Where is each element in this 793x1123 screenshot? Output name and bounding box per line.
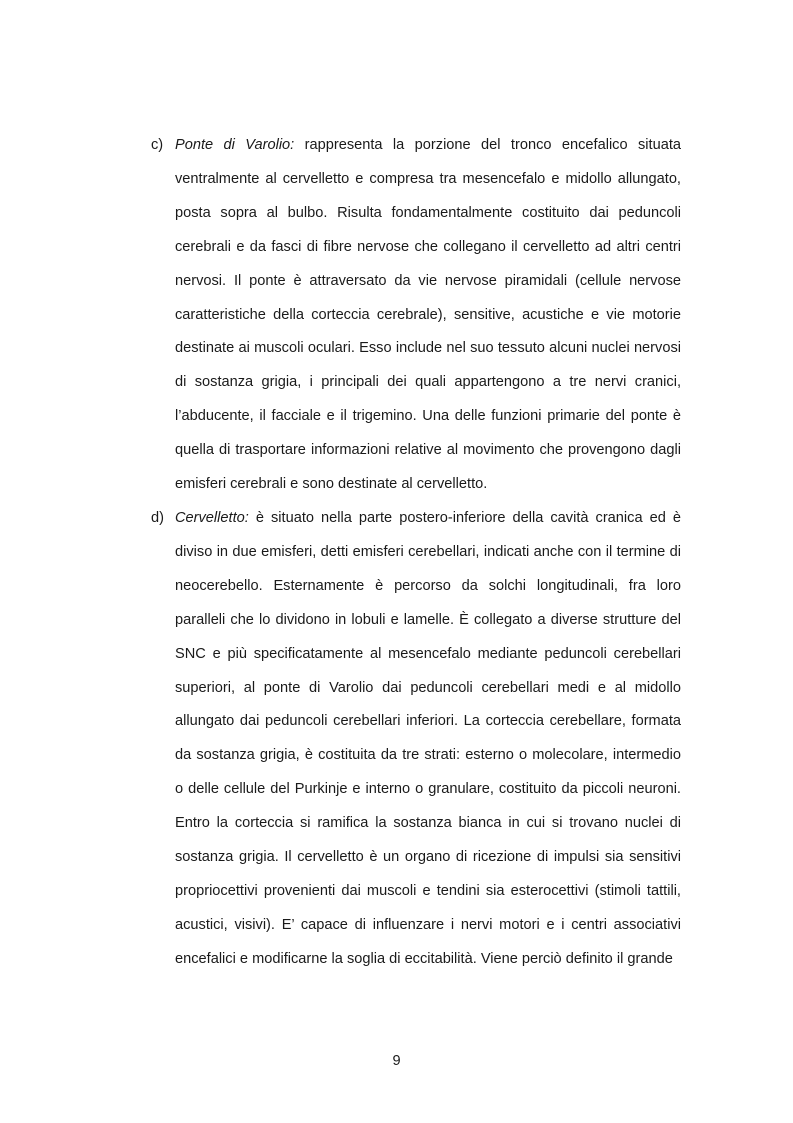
term-ponte-di-varolio: Ponte di Varolio: <box>175 137 295 153</box>
definition-text: rappresenta la porzione del tronco encefalico situata ventralmente al cervelletto e compresa tra mesencefalo e midollo allungato, posta sopra al bulbo. Risulta fondamentalmente costituito dai peduncoli cerebrali e da fasci di fibre nervose che collegano il cervelletto ad altri centri nervosi. Il ponte è attraversato da vie nervose piramidali (cellule nervose caratteristiche della corteccia cerebrale), sensitive, acustiche e vie motorie destinate ai muscoli oculari. Esso include nel suo tessuto alcuni nuclei nervosi di sostanza grigia, i principali dei quali appartengono a tre nervi cranici, l’abducente, il facciale e il trigemino. Una delle funzioni primarie del ponte è quella di trasportare informazioni relative al movimento che provengono dagli emisferi cerebrali e sono destinate al cervelletto. <box>175 137 681 493</box>
page-number: 9 <box>392 1053 401 1069</box>
list-marker: c) <box>151 137 164 153</box>
definition-list <box>151 129 681 977</box>
list-item-cervelletto <box>151 502 681 977</box>
list-marker: d) <box>151 509 164 526</box>
term-cervelletto: Cervelletto: <box>175 509 249 526</box>
list-item-body <box>175 129 681 502</box>
list-item-ponte-di-varolio <box>151 129 681 502</box>
definition-text: è situato nella parte postero-inferiore della cavità cranica ed è diviso in due emisferi, detti emisferi cerebellari, indicati anche con il termine di neocerebello. Esternamente è percorso da solchi longitudinali, fra loro paralleli che lo dividono in lobuli e lamelle. È collegato a diverse strutture del SNC e più specificatamente al mesencefalo mediante peduncoli cerebellari superiori, al ponte di Varolio dai peduncoli cerebellari medi e al midollo allungato dai peduncoli cerebellari inferiori. La corteccia cerebellare, formata da sostanza grigia, è costituita da tre strati: esterno o molecolare, intermedio o delle cellule del Purkinje e interno o granulare, costituito da piccoli neuroni. Entro la corteccia si ramifica la sostanza bianca in cui si trovano nuclei di sostanza grigia. Il cervelletto è un organo di ricezione di impulsi sia sensitivi propriocettivi provenienti dai muscoli e tendini sia esterocettivi (stimoli tattili, acustici, visivi). E’ capace di influenzare i nervi motori e i centri associativi encefalici e modificarne la soglia di eccitabilità. Viene perciò definito il grande <box>175 509 681 967</box>
list-item-body <box>175 502 681 977</box>
